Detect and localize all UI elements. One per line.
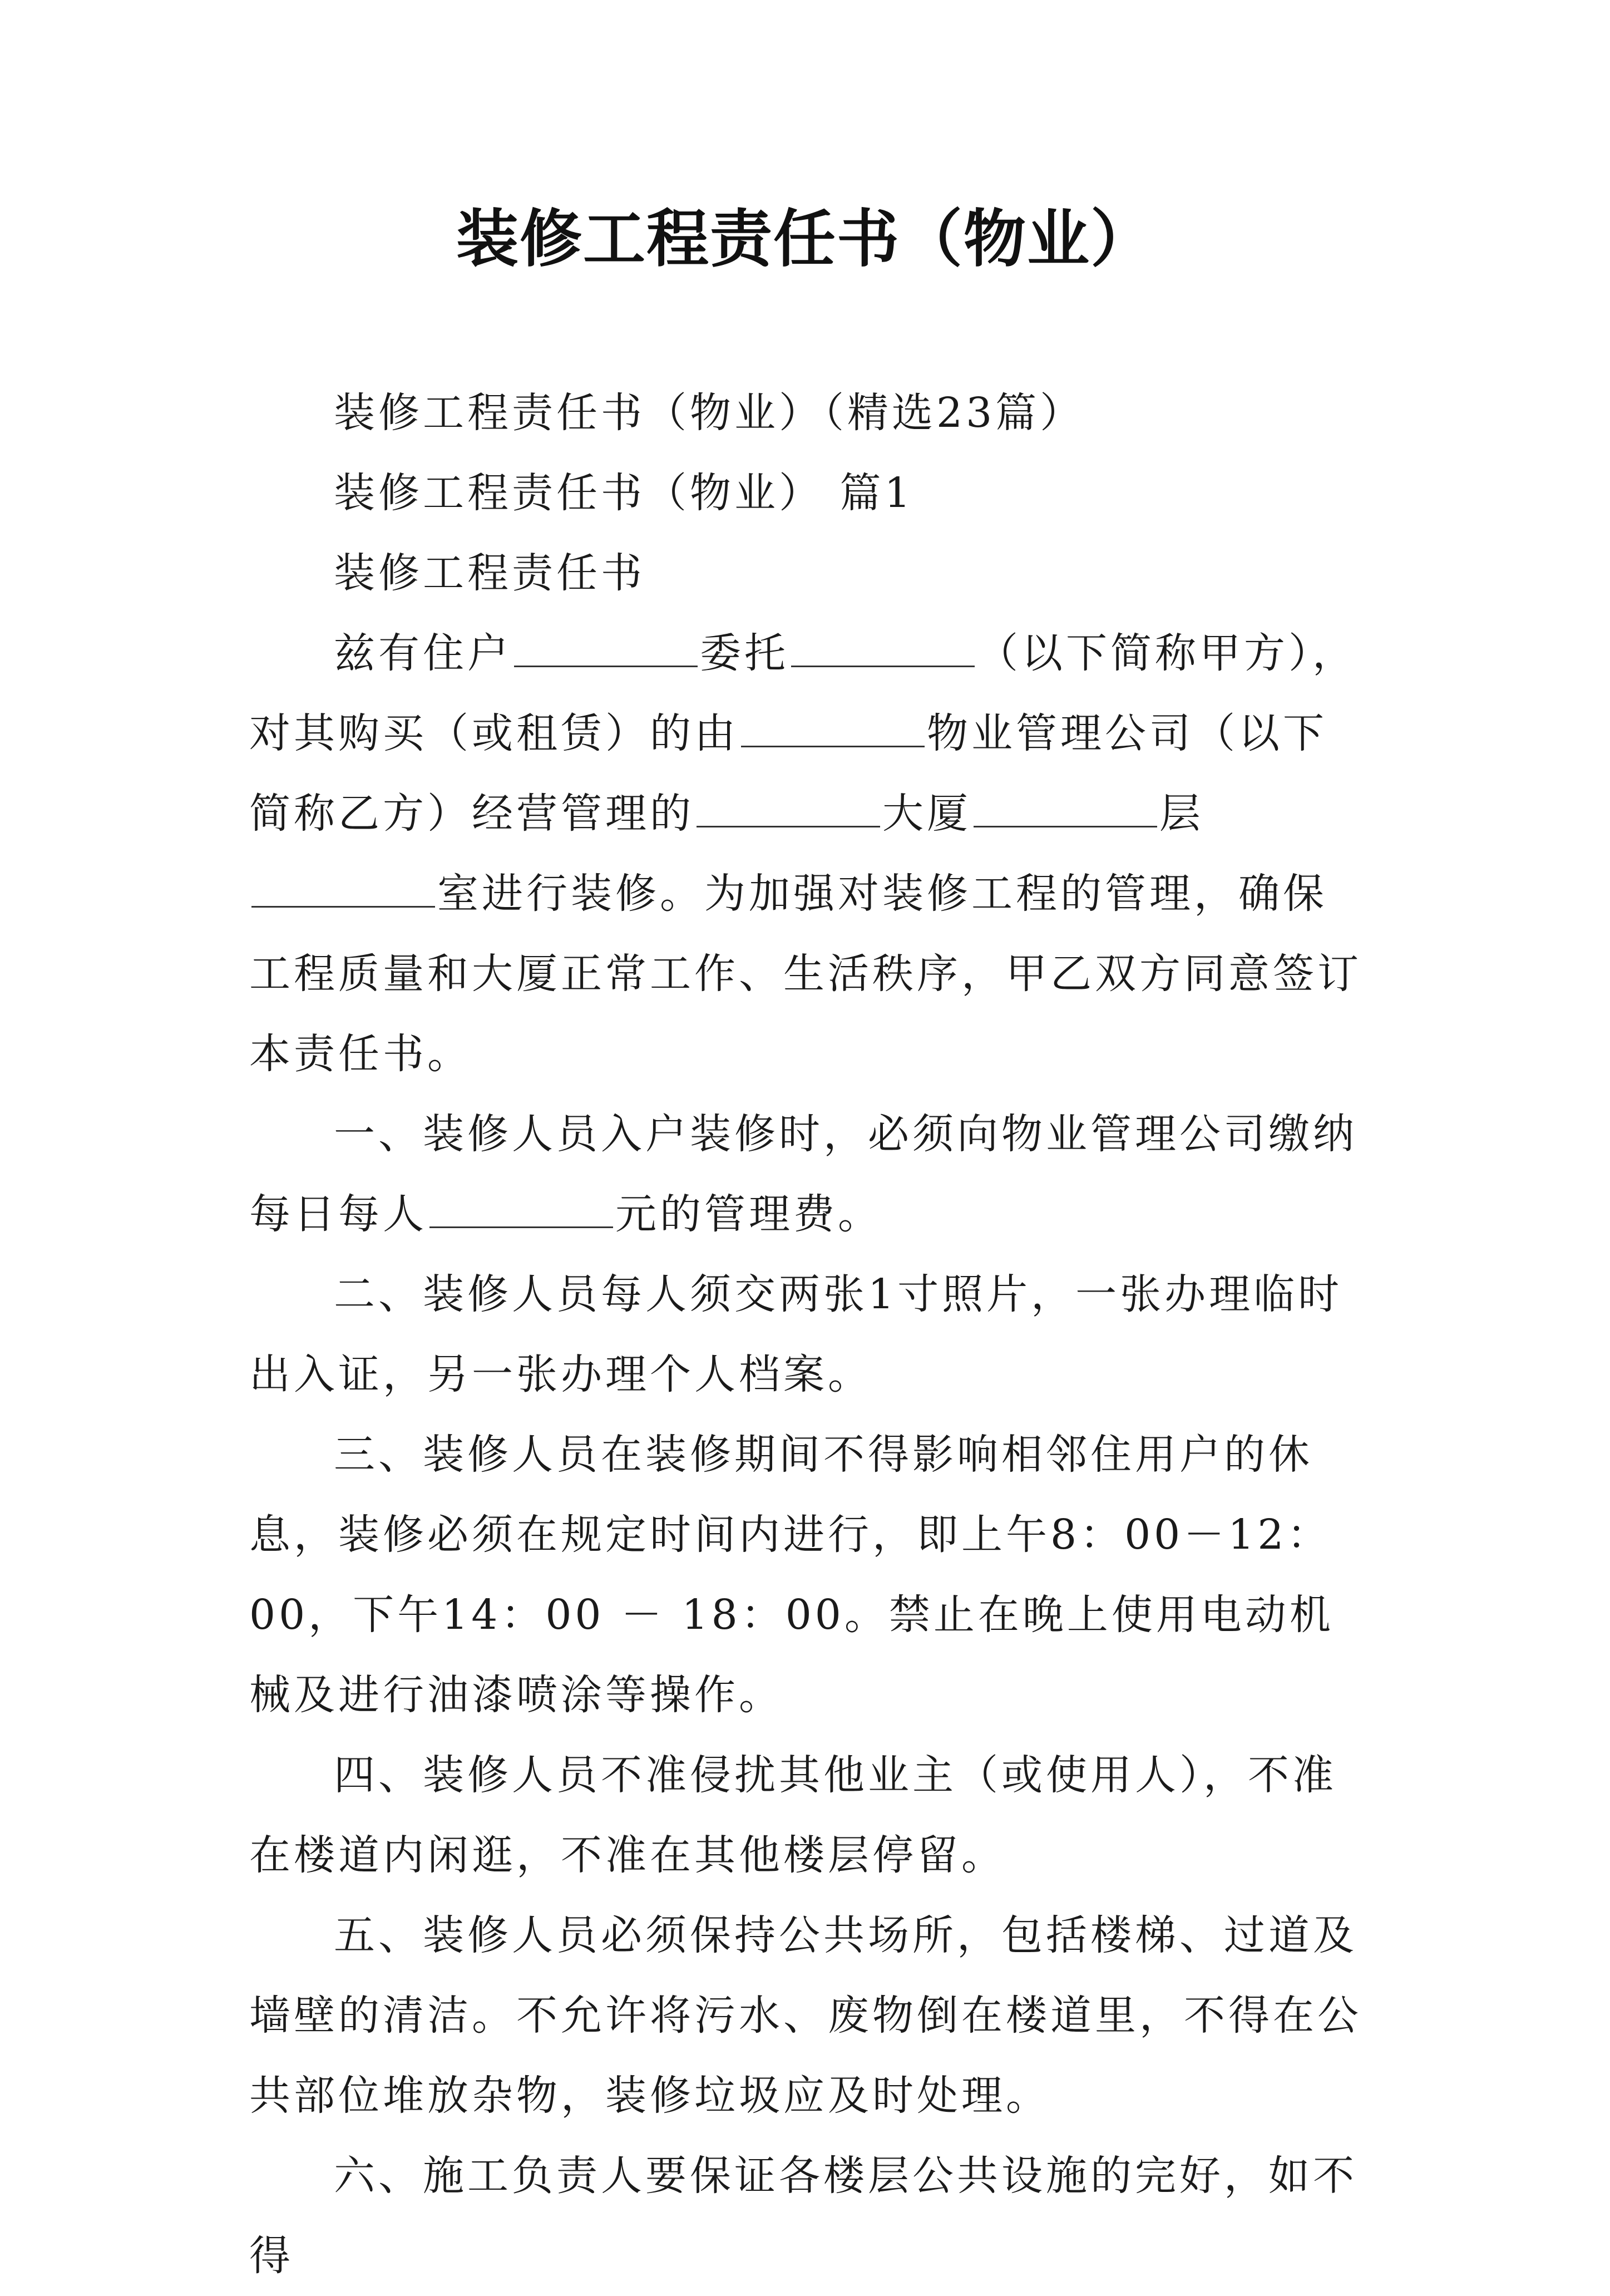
blank-floor [974, 786, 1157, 827]
intro-text-c: （以下简称甲方），对其购买（或租赁）的由 [249, 629, 1357, 757]
paragraph-clause-3: 三、装修人员在装修期间不得影响相邻住用户的休息，装修必须在规定时间内进行，即上午8：00－12：00，下午14：00 － 18：00。禁止在晚上使用电动机械及进行油漆喷涂等操作。 [249, 1431, 1334, 1719]
intro-text-b: 委托 [700, 629, 789, 677]
paragraph-section-heading: 装修工程责任书（物业） 篇1 [334, 469, 914, 517]
paragraph-clause-6: 六、施工负责人要保证各楼层公共设施的完好，如不得 [249, 2152, 1357, 2280]
blank-entrusted [791, 625, 975, 667]
blank-building [697, 786, 880, 827]
intro-text-e: 大厦 [882, 790, 971, 837]
paragraph-clause-4: 四、装修人员不准侵扰其他业主（或使用人），不准在楼道内闲逛，不准在其他楼层停留。 [249, 1751, 1337, 1879]
paragraph-doc-heading: 装修工程责任书 [334, 549, 645, 597]
blank-company [741, 706, 925, 747]
paragraph-clause-1 [249, 1094, 1362, 1254]
paragraph-clause-2: 二、装修人员每人须交两张1寸照片，一张办理临时出入证，另一张办理个人档案。 [249, 1270, 1343, 1398]
intro-text-d: 物业管理公司（以下简称乙方）经营管理的 [249, 710, 1327, 837]
blank-resident [514, 625, 698, 667]
paragraph-clause-5: 五、装修人员必须保持公共场所，包括楼梯、过道及墙壁的清洁。不允许将污水、废物倒在楼道里，不得在公共部位堆放杂物，装修垃圾应及时处理。 [249, 1911, 1362, 2120]
blank-fee [429, 1186, 613, 1228]
intro-text-a: 兹有住户 [334, 629, 512, 677]
paragraph-intro [249, 613, 1362, 1094]
clause-1-text-a: 一、装修人员入户装修时，必须向物业管理公司缴纳每日每人 [249, 1110, 1357, 1238]
blank-room [251, 866, 435, 908]
clause-1-text-b: 元的管理费。 [615, 1190, 882, 1238]
intro-text-f: 层 [1159, 790, 1204, 837]
document-body [249, 373, 1362, 2296]
paragraph-subtitle: 装修工程责任书（物业）（精选23篇） [334, 389, 1085, 437]
document-title: 装修工程责任书（物业） [456, 203, 1154, 275]
intro-text-g: 室进行装修。为加强对装修工程的管理，确保工程质量和大厦正常工作、生活秩序，甲乙双方同意签订本责任书。 [249, 870, 1362, 1078]
